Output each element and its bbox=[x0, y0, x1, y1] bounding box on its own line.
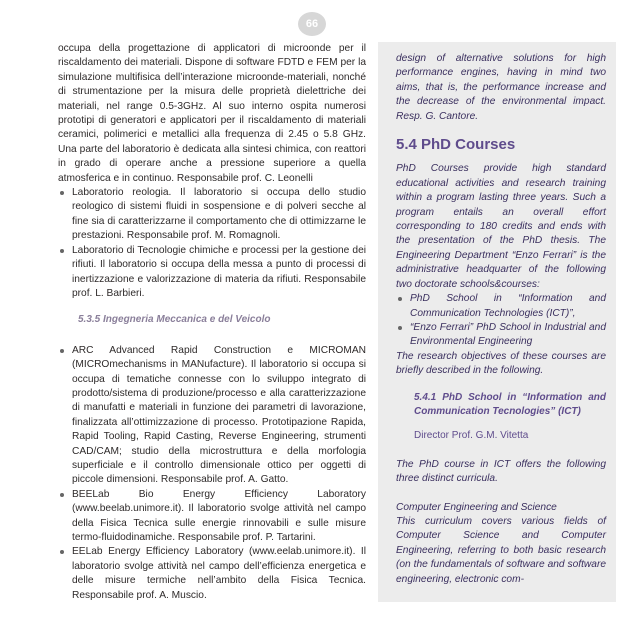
lab-list-a bbox=[58, 186, 366, 301]
list-item: “Enzo Ferrari” PhD School in Industrial and Environmental Engineering bbox=[396, 321, 606, 350]
section-title: 5.4 PhD Courses bbox=[396, 136, 516, 154]
page-number: 66 bbox=[305, 18, 319, 30]
list-item: EELab Energy Efficiency Laboratory (www.eelab.unimore.it). Il laboratorio svolge attività nel campo dell’efficienza energetica e delle misure termiche nell’ambito della Fisica Tecnica. Responsabile prof. A. Muscio. bbox=[58, 545, 366, 603]
left-intro-paragraph: occupa della progettazione di applicatori di microonde per il riscaldamento dei materiali. Dispone di software FDTD e FEM per la simulazione multifisica dell’interazione microonde-materiali, nonché di strumentazione per la misura delle proprietà dielettriche dei materiali, nel range 0.5-3GHz. Al suo interno ospita numerosi prototipi di generatori e applicatori per il riscaldamento di materiali ceramici, polimerici e metallici alla frequenza di 2.45 o 5.8 GHz. Una parte del laboratorio è dedicata alla sintesi chimica, con reattori in grado di operare anche a pressione superiore a quella atmosferica e in continuo. Responsabile prof. C. Leonelli bbox=[58, 43, 366, 184]
list-item: Laboratorio reologia. Il laboratorio si occupa dello studio reologico di sistemi fluidi in sospensione e di polveri secche al fine sia di caratterizzarne il comportamento che di ottimizzarne le prestazioni. Responsabile prof. M. Romagnoli. bbox=[58, 186, 366, 244]
curricula-paragraph: The PhD course in ICT offers the following three distinct curricula. bbox=[396, 458, 606, 485]
subsection-heading: 5.3.5 Ingegneria Meccanica e del Veicolo bbox=[78, 314, 271, 326]
list-item: Laboratorio di Tecnologie chimiche e processi per la gestione dei rifiuti. Il laboratorio si occupa della messa a punto di processi di inertizzazione e valorizzazione di materia da rifiuti. Responsabile prof. L. Barbieri. bbox=[58, 244, 366, 302]
curriculum-description: This curriculum covers various fields of Computer Science and Computer Engineering, referring to both basic research (on the fundamentals of software and software engineering, electronic com- bbox=[396, 515, 606, 585]
page-number-badge bbox=[298, 12, 326, 36]
lab-list-b bbox=[58, 344, 366, 603]
research-objectives-paragraph: The research objectives of these courses are briefly described in the following. bbox=[396, 350, 606, 377]
phd-intro-paragraph: PhD Courses provide high standard educational activities and research training within a program lasting three years. Such a program entails an overall effort corresponding to 180 credits and ends with the presentation of the PhD thesis. The Engineering Department “Enzo Ferrari” is the administrative headquarter of the following two doctorate schools&courses: bbox=[396, 163, 606, 290]
right-intro-paragraph: design of alternative solutions for high performance engines, having in mind two aims, that is, the performance increase and the decrease of the environmental impact. Resp. G. Cantore. bbox=[396, 53, 606, 122]
list-item: PhD School in “Information and Communication Technologies (ICT)”, bbox=[396, 292, 606, 321]
phd-school-list bbox=[396, 292, 606, 350]
curriculum-title: Computer Engineering and Science bbox=[396, 501, 557, 513]
list-item: ARC Advanced Rapid Construction e MICROMAN (MICROmechanisms in MANufacture). Il laboratorio si occupa si occupa di tematiche connesse con lo sviluppo integrato di prodotto/sistema di produzione/processo e alla caratterizzazione di manufatti e materiali in funzione dei parametri di lavorazione, finalizzata all’ottimizzazione di processo. Prototipazione Rapida, Rapid Tooling, Rapid Casting, Reverse Engineering, strumenti CAD/CAM; studio della microstruttura e della morfologia superficiale e il controllo dimensionale ottico per oggetti di piccole dimensioni. Responsabile prof. A. Gatto. bbox=[58, 344, 366, 488]
subsection-heading: 5.4.1 PhD School in “Information and Communication Tecnologies” (ICT) bbox=[414, 391, 606, 417]
right-column-panel bbox=[378, 42, 616, 602]
list-item: BEELab Bio Energy Efficiency Laboratory (www.beelab.unimore.it). Il laboratorio svolge attività nel campo della Fisica Tecnica sulle energie rinnovabili e sulle misure termo-fluidodinamiche. Responsabile prof. P. Tartarini. bbox=[58, 488, 366, 546]
director-line: Director Prof. G.M. Vitetta bbox=[414, 430, 529, 442]
left-column bbox=[58, 42, 366, 603]
